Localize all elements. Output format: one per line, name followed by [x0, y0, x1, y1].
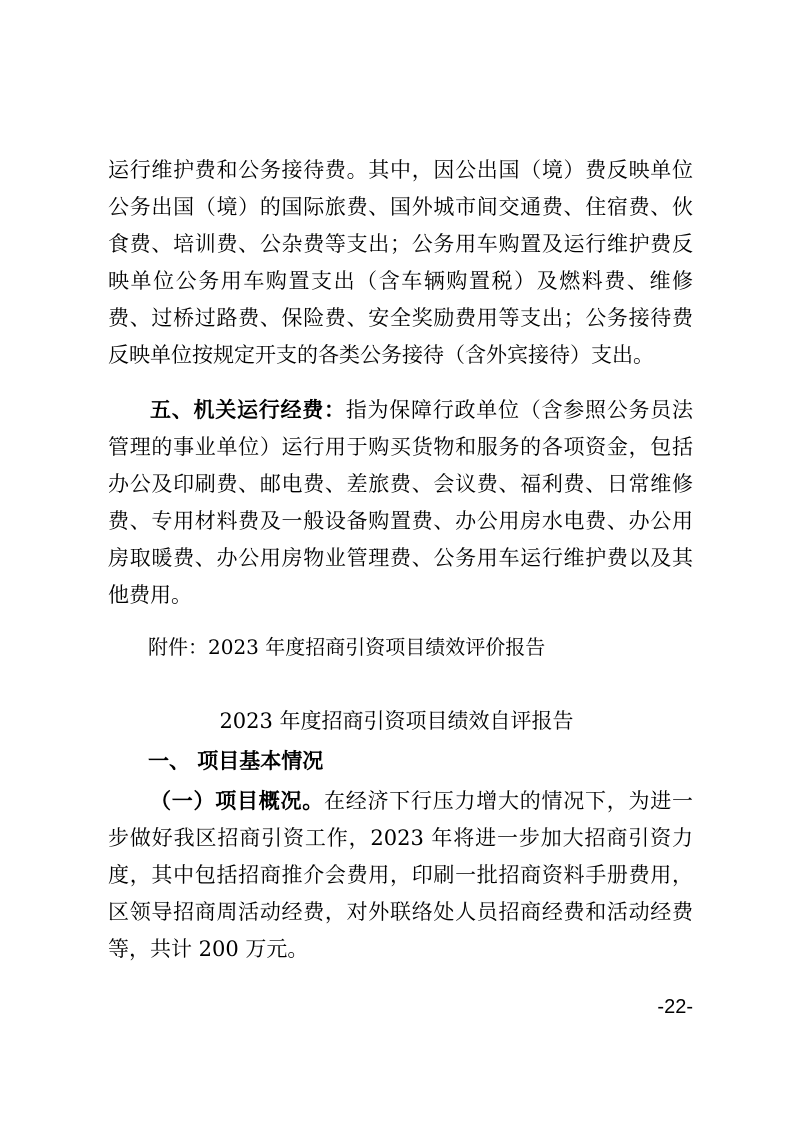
attachment-line: 附件：2023 年度招商引资项目绩效评价报告 — [148, 635, 546, 659]
paragraph-project-overview — [108, 783, 693, 968]
section-heading: 一、 项目基本情况 — [148, 749, 324, 773]
paragraph-office-operating-expenses — [108, 392, 693, 614]
paragraph-heading: 五、机关运行经费： — [150, 398, 346, 422]
paragraph-text: 运行维护费和公务接待费。其中，因公出国（境）费反映单位公务出国（境）的国际旅费、国外城市间交通费、住宿费、伙食费、培训费、公杂费等支出；公务用车购置及运行维护费反映单位公务用车购置支出（含车辆购置税）及燃料费、维修费、过桥过路费、保险费、安全奖励费用等支出；公务接待费反映单位按规定开支的各类公务接待（含外宾接待）支出。 — [108, 158, 693, 367]
paragraph-heading: （一）项目概况。 — [150, 789, 324, 813]
report-title: 2023 年度招商引资项目绩效自评报告 — [219, 709, 574, 733]
paragraph-text: 指为保障行政单位（含参照公务员法管理的事业单位）运行用于购买货物和服务的各项资金，包括办公及印刷费、邮电费、差旅费、会议费、福利费、日常维修费、专用材料费及一般设备购置费、办公用房水电费、办公用房取暖费、办公用房物业管理费、公务用车运行维护费以及其他费用。 — [108, 398, 693, 607]
paragraph-text: 在经济下行压力增大的情况下，为进一步做好我区招商引资工作，2023 年将进一步加大招商引资力度，其中包括招商推介会费用，印刷一批招商资料手册费用，区领导招商周活动经费，对外联络处人员招商经费和活动经费等，共计 200 万元。 — [108, 789, 693, 961]
page-number: -22- — [657, 996, 693, 1018]
paragraph-expense-definitions — [108, 152, 693, 374]
